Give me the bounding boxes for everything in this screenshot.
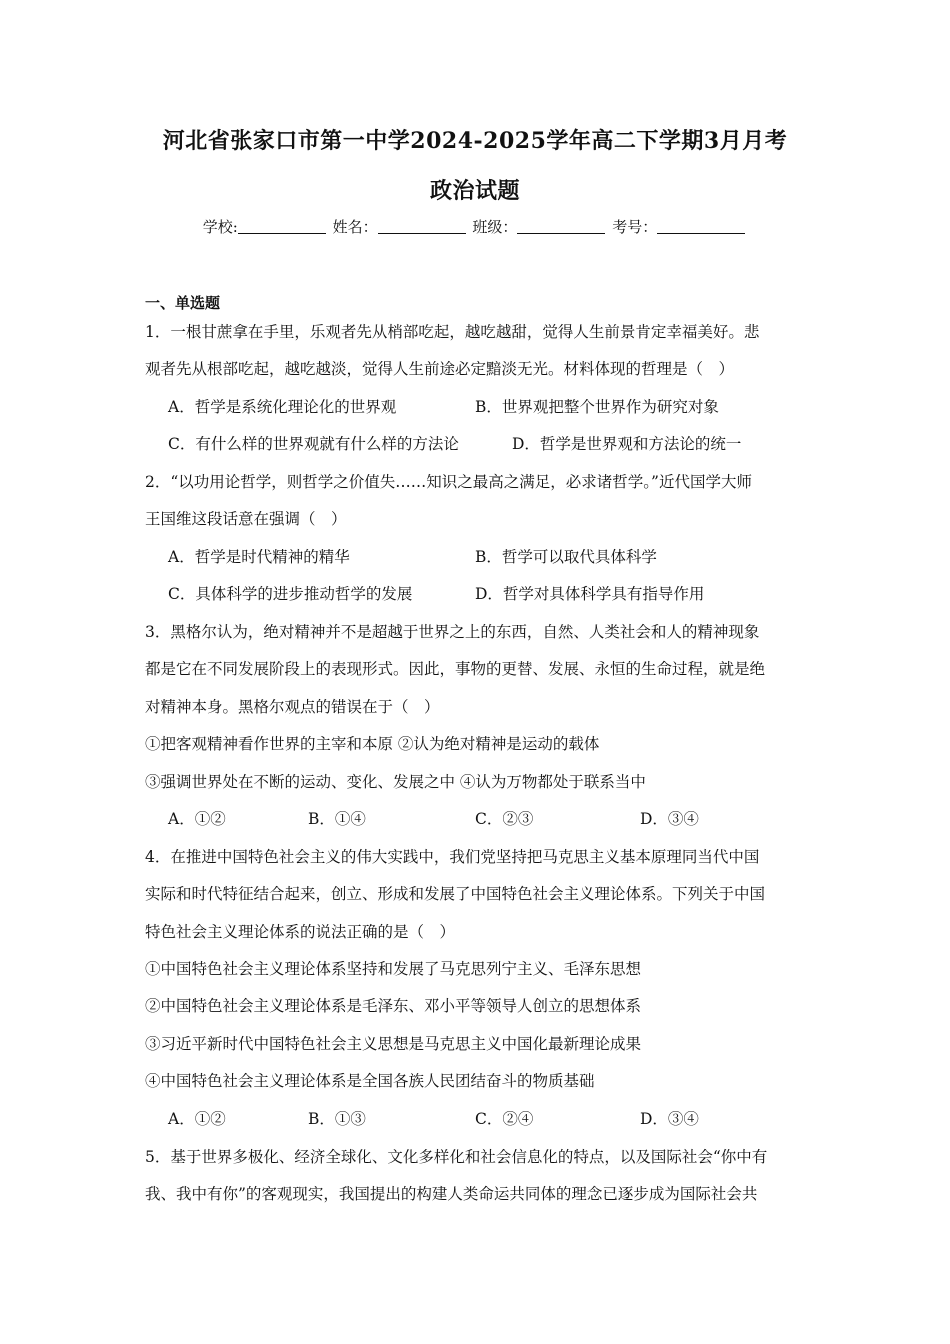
question-4-option-a[interactable]: A．①②: [168, 1110, 226, 1128]
question-3-option-d[interactable]: D．③④: [640, 810, 699, 828]
school-label: 学校:: [202, 218, 238, 236]
exam-number-blank[interactable]: [657, 219, 745, 234]
question-3-line: 3．黑格尔认为，绝对精神并不是超越于世界之上的东西，自然、人类社会和人的精神现象: [145, 623, 760, 641]
question-2-option-c[interactable]: C．具体科学的进步推动哲学的发展: [168, 585, 413, 603]
question-1-option-d[interactable]: D．哲学是世界观和方法论的统一: [512, 435, 742, 453]
question-4-line: 实际和时代特征结合起来，创立、形成和发展了中国特色社会主义理论体系。下列关于中国: [145, 885, 766, 903]
question-1-line: 1．一根甘蔗拿在手里，乐观者先从梢部吃起，越吃越甜，觉得人生前景肯定幸福美好。悲: [145, 323, 760, 341]
class-blank[interactable]: [517, 219, 605, 234]
question-2-option-d[interactable]: D．哲学对具体科学具有指导作用: [475, 585, 705, 603]
question-5-line: 我、我中有你”的客观现实，我国提出的构建人类命运共同体的理念已逐步成为国际社会共: [145, 1185, 758, 1203]
question-4-statement: ②中国特色社会主义理论体系是毛泽东、邓小平等领导人创立的思想体系: [145, 997, 642, 1015]
question-4-line: 特色社会主义理论体系的说法正确的是（ ）: [145, 923, 456, 941]
school-blank[interactable]: [238, 219, 326, 234]
exam-title-line1: 河北省张家口市第一中学2024-2025学年高二下学期3月月考: [162, 128, 788, 154]
question-4-line: 4．在推进中国特色社会主义的伟大实践中，我们党坚持把马克思主义基本原理同当代中国: [145, 848, 760, 866]
question-3-option-c[interactable]: C．②③: [475, 810, 534, 828]
question-1-option-c[interactable]: C．有什么样的世界观就有什么样的方法论: [168, 435, 459, 453]
question-2-option-a[interactable]: A．哲学是时代精神的精华: [168, 548, 350, 566]
question-5-line: 5．基于世界多极化、经济全球化、文化多样化和社会信息化的特点，以及国际社会“你中有: [145, 1148, 768, 1166]
question-4-option-b[interactable]: B．①③: [308, 1110, 366, 1128]
question-3-statement: ③强调世界处在不断的运动、变化、发展之中 ④认为万物都处于联系当中: [145, 773, 646, 791]
name-label: 姓名：: [332, 218, 378, 236]
class-label: 班级：: [472, 218, 518, 236]
question-3-option-a[interactable]: A．①②: [168, 810, 226, 828]
name-blank[interactable]: [378, 219, 466, 234]
exam-title-line2: 政治试题: [429, 178, 520, 204]
question-3-statement: ①把客观精神看作世界的主宰和本原 ②认为绝对精神是运动的载体: [145, 735, 600, 753]
question-2-option-b[interactable]: B．哲学可以取代具体科学: [475, 548, 657, 566]
section-heading: 一、单选题: [145, 294, 221, 312]
question-1-line: 观者先从根部吃起，越吃越淡，觉得人生前途必定黯淡无光。材料体现的哲理是（ ）: [145, 360, 735, 378]
question-4-option-c[interactable]: C．②④: [475, 1110, 534, 1128]
question-2-line: 王国维这段话意在强调（ ）: [145, 510, 347, 528]
question-4-statement: ③习近平新时代中国特色社会主义思想是马克思主义中国化最新理论成果: [145, 1035, 642, 1053]
question-3-line: 都是它在不同发展阶段上的表现形式。因此，事物的更替、发展、永恒的生命过程，就是绝: [145, 660, 766, 678]
question-4-option-d[interactable]: D．③④: [640, 1110, 699, 1128]
question-2-line: 2．“以功用论哲学，则哲学之价值失……知识之最高之满足，必求诸哲学。”近代国学大师: [145, 473, 752, 491]
exam-number-label: 考号：: [612, 218, 658, 236]
question-3-option-b[interactable]: B．①④: [308, 810, 366, 828]
question-1-option-a[interactable]: A．哲学是系统化理论化的世界观: [168, 398, 397, 416]
student-info-row: [60, 216, 890, 237]
question-4-statement: ①中国特色社会主义理论体系坚持和发展了马克思列宁主义、毛泽东思想: [145, 960, 642, 978]
question-3-line: 对精神本身。黑格尔观点的错误在于（ ）: [145, 698, 440, 716]
question-1-option-b[interactable]: B．世界观把整个世界作为研究对象: [475, 398, 719, 416]
question-4-statement: ④中国特色社会主义理论体系是全国各族人民团结奋斗的物质基础: [145, 1072, 595, 1090]
